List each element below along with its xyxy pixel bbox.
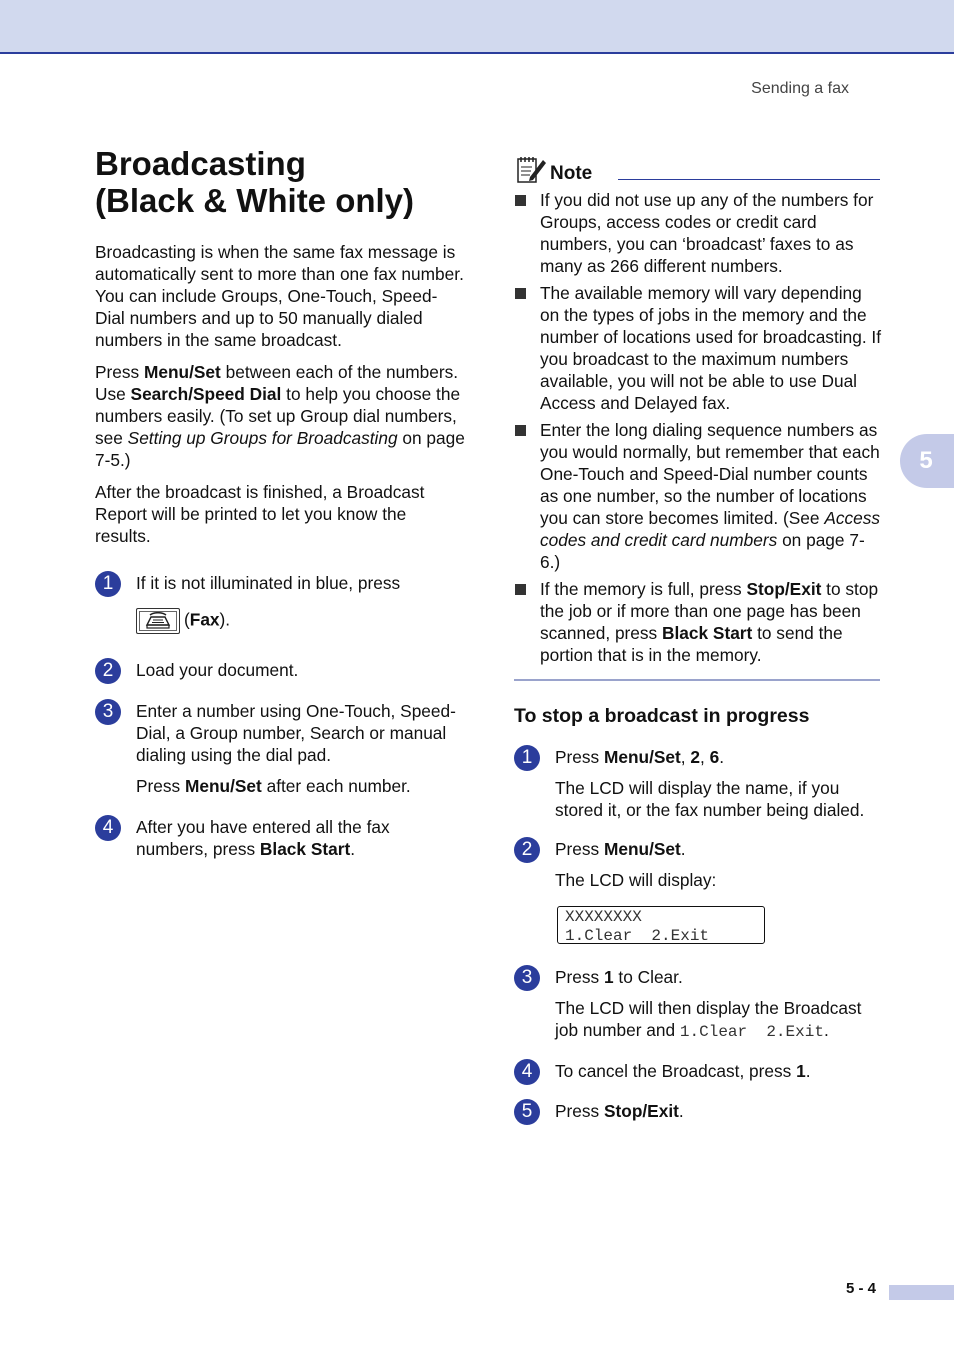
- step-subtext: The LCD will display:: [555, 870, 717, 890]
- stop-step-4: [514, 1060, 884, 1082]
- stop-step-3: [514, 966, 884, 1043]
- note-bullet-4: If the memory is full, press Stop/Exit to stop the job or if more than one page has been scanned, press Black Start to send the portion that is in the memory.: [514, 578, 884, 666]
- note-pencil-icon: [516, 155, 548, 185]
- stop-step-1: [514, 746, 884, 821]
- left-column: [95, 145, 465, 860]
- step-number-badge: 3: [514, 965, 540, 991]
- step-number-badge: 2: [95, 658, 121, 684]
- chapter-tab[interactable]: [900, 434, 954, 488]
- title-line-1: Broadcasting: [95, 145, 306, 182]
- step-text: Press 1 to Clear.: [555, 967, 683, 987]
- lcd-line-1: XXXXXXXX: [565, 908, 642, 926]
- step-number-badge: 4: [514, 1059, 540, 1085]
- step-text: Press Menu/Set.: [555, 839, 686, 859]
- chapter-number: 5: [919, 447, 933, 474]
- lcd-inline-text: 1.Clear 2.Exit: [679, 1023, 824, 1041]
- step-subtext: Press Menu/Set after each number.: [136, 776, 411, 796]
- lcd-line-2: 1.Clear 2.Exit: [565, 927, 710, 945]
- step-text: To cancel the Broadcast, press 1.: [555, 1061, 811, 1081]
- bullet-square: [515, 288, 526, 299]
- lcd-display: [557, 906, 765, 944]
- step-number-badge: 2: [514, 837, 540, 863]
- step-3: [95, 700, 465, 797]
- after-paragraph: After the broadcast is finished, a Broadcast Report will be printed to let you know the results.: [95, 482, 425, 546]
- note-bullet-3: Enter the long dialing sequence numbers as you would normally, but remember that each One-Touch and Speed-Dial number counts as one number, so the number of locations you can store becomes limited. (See Access codes and credit card numbers on page 7-6.): [514, 419, 884, 573]
- note-header: [514, 155, 884, 189]
- press-paragraph: Press Menu/Set between each of the numbers. Use Search/Speed Dial to help you choose the numbers easily. (To set up Group dial numbers, see Setting up Groups for Broadcasting on page 7-5.): [95, 362, 465, 470]
- step-number-badge: 1: [95, 571, 121, 597]
- step-number-badge: 5: [514, 1099, 540, 1125]
- page-number: 5 - 4: [846, 1280, 877, 1297]
- step-subtext: The LCD will display the name, if you stored it, or the fax number being dialed.: [555, 778, 865, 820]
- step-number-badge: 4: [95, 815, 121, 841]
- stop-step-2: [514, 838, 884, 944]
- step-text: After you have entered all the fax numbers, press Black Start.: [136, 817, 390, 859]
- intro-paragraph: Broadcasting is when the same fax message is automatically sent to more than one fax number. You can include Groups, One-Touch, Speed-Dial numbers and up to 50 manually dialed numbers in the same broadcast.: [95, 242, 464, 350]
- note-end-rule: [514, 679, 880, 681]
- step-2: [95, 659, 465, 681]
- cross-reference-link[interactable]: Setting up Groups for Broadcasting: [127, 428, 398, 448]
- step-4: [95, 816, 465, 860]
- running-head: Sending a fax: [751, 80, 849, 97]
- step-1: [95, 572, 465, 634]
- bullet-square: [515, 195, 526, 206]
- fax-key-label: Fax: [189, 609, 220, 630]
- note-rule: [618, 179, 880, 180]
- note-bullet-1: If you did not use up any of the numbers for Groups, access codes or credit card numbers, you can ‘broadcast’ faxes to as many as 266 different numbers.: [514, 189, 884, 277]
- cross-reference-link[interactable]: Access codes and credit card numbers: [540, 508, 881, 550]
- step-text: Load your document.: [136, 660, 299, 680]
- fax-icon: [136, 608, 180, 634]
- step-text: Enter a number using One-Touch, Speed-Dial, a Group number, Search or manual dialing using the dial pad.: [136, 701, 456, 765]
- step-text: If it is not illuminated in blue, press: [136, 573, 401, 593]
- note-label: Note: [550, 163, 593, 184]
- header-band: [0, 0, 954, 54]
- step-subtext: The LCD will then display the Broadcast job number and 1.Clear 2.Exit.: [555, 998, 862, 1041]
- stop-step-5: [514, 1100, 884, 1122]
- fax-key-line: (Fax).: [136, 608, 465, 634]
- step-text: Press Stop/Exit.: [555, 1101, 684, 1121]
- note-bullet-2: The available memory will vary depending on the types of jobs in the memory and the number of locations used for broadcasting. If you broadcast to the maximum numbers available, you will not be able to use Dual Access and Delayed fax.: [514, 282, 884, 414]
- step-number-badge: 3: [95, 699, 121, 725]
- bullet-square: [515, 425, 526, 436]
- step-text: Press Menu/Set, 2, 6.: [555, 747, 725, 767]
- bullet-square: [515, 584, 526, 595]
- step-number-badge: 1: [514, 745, 540, 771]
- section-heading: To stop a broadcast in progress: [514, 705, 810, 727]
- page-title: [95, 145, 465, 219]
- right-column: [514, 155, 884, 1122]
- page-number-bar: [889, 1285, 954, 1300]
- title-line-2: (Black & White only): [95, 182, 415, 219]
